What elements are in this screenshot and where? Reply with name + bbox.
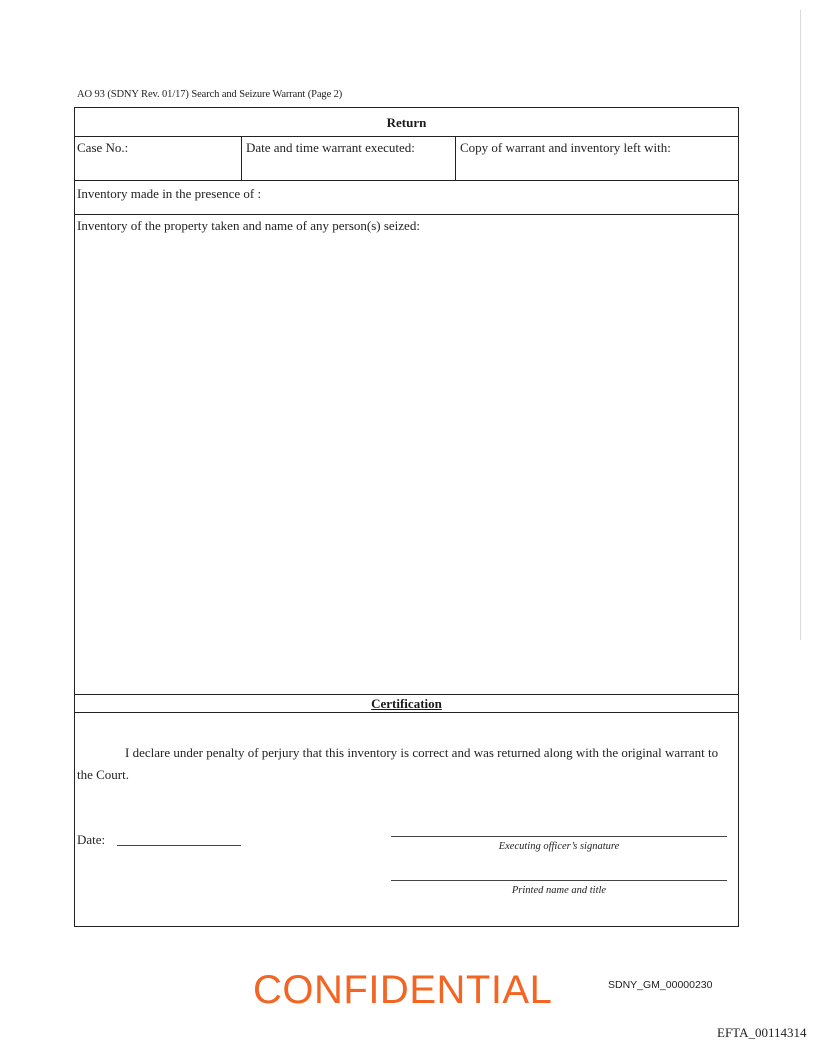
return-heading-divider [75,136,738,137]
scan-edge-shadow [800,10,801,640]
date-executed-divider [455,136,456,180]
date-line [117,845,241,846]
return-heading: Return [386,115,427,130]
case-no-divider [241,136,242,180]
certification-top-rule [75,694,738,695]
copy-left-with-label: Copy of warrant and inventory left with: [460,140,671,155]
date-executed-label: Date and time warrant executed: [246,140,415,155]
printed-name-line [391,880,727,881]
bates-number: SDNY_GM_00000230 [608,979,713,991]
signature-caption: Executing officer’s signature [498,841,620,852]
form-identifier: AO 93 (SDNY Rev. 01/17) Search and Seizure Warrant (Page 2) [77,89,343,100]
inventory-property-label: Inventory of the property taken and name of any person(s) seized: [77,218,420,233]
confidential-stamp: CONFIDENTIAL [253,968,553,1012]
certification-heading-divider [75,712,738,713]
row1-divider [75,180,738,181]
warrant-return-form [74,107,739,927]
certification-heading: Certification [371,696,442,711]
signature-line [391,836,727,837]
row2-divider [75,214,738,215]
date-label: Date: [77,832,106,847]
printed-name-caption: Printed name and title [511,885,607,896]
efta-number: EFTA_00114314 [717,1025,807,1040]
inventory-presence-label: Inventory made in the presence of : [77,186,262,201]
case-no-label: Case No.: [77,140,129,155]
certification-statement: I declare under penalty of perjury that this inventory is correct and was returned along with the original warrant to the Court. [77,745,719,782]
